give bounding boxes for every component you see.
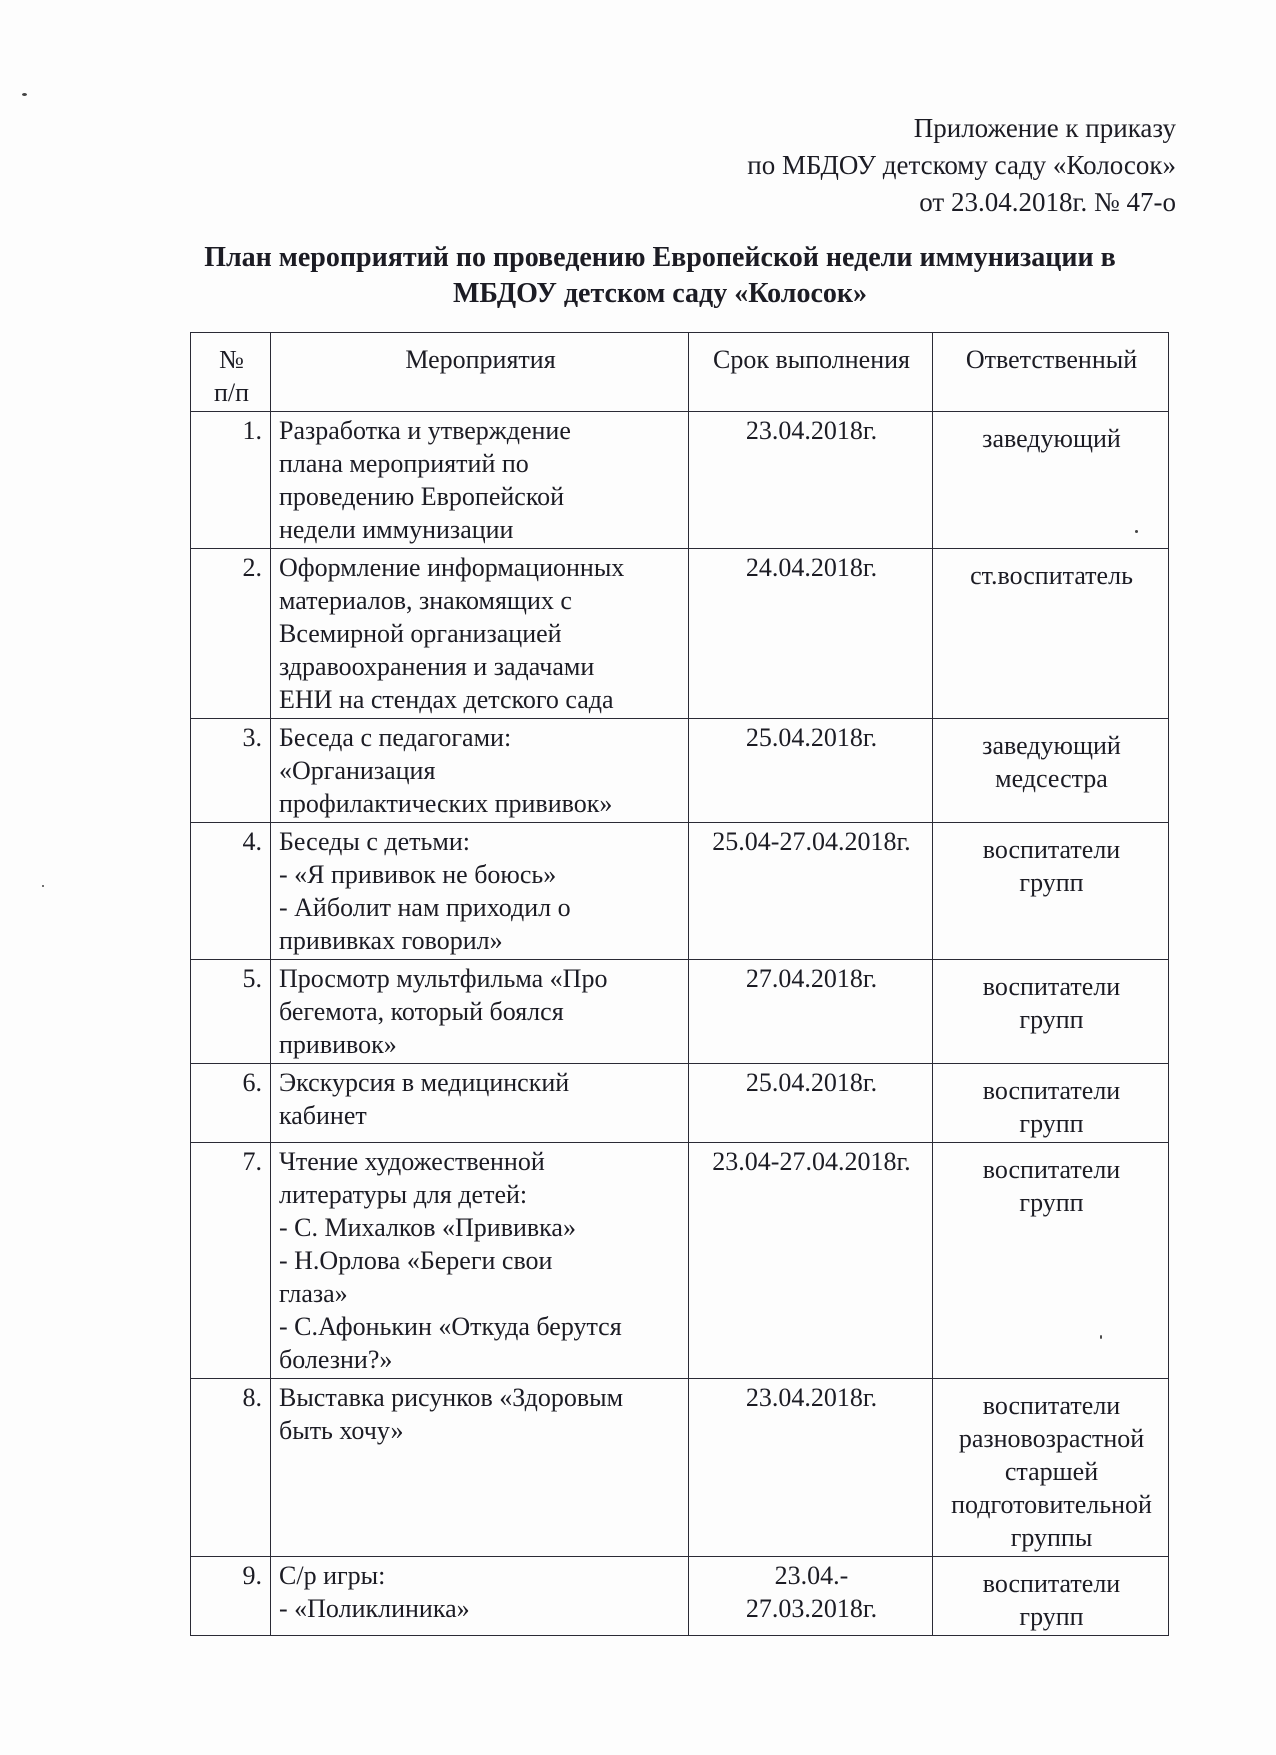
activity-cell-line: Экскурсия в медицинский [279, 1068, 570, 1097]
activity-cell [271, 960, 689, 1064]
activity-cell-line: проведению Европейской [279, 482, 565, 511]
date-cell-line: 25.04-27.04.2018г. [712, 827, 911, 856]
activity-cell-line: Беседы с детьми: [279, 827, 470, 856]
date-cell-line: 25.04.2018г. [745, 723, 878, 752]
responsible-cell-line: медсестра [995, 764, 1108, 793]
date-cell-line: 25.04.2018г. [745, 1068, 878, 1097]
responsible-cell-line: групп [1019, 1109, 1084, 1138]
responsible-cell [933, 412, 1169, 549]
responsible-cell-line: воспитатели [982, 1569, 1121, 1598]
responsible-cell-line: групп [1019, 1005, 1084, 1034]
row-number: 3. [191, 719, 271, 823]
table-body [191, 412, 1169, 1636]
row-number: 1. [191, 412, 271, 549]
date-cell [689, 1557, 933, 1636]
activity-cell-line: Чтение художественной [279, 1147, 545, 1176]
table-header-row [191, 333, 1169, 412]
date-cell [689, 412, 933, 549]
activity-cell-line: Оформление информационных [279, 553, 625, 582]
activity-cell-line: - «Я прививок не боюсь» [279, 860, 557, 889]
activity-cell-line: кабинет [279, 1101, 367, 1130]
responsible-cell [933, 1557, 1169, 1636]
table-row [191, 719, 1169, 823]
date-cell [689, 1379, 933, 1557]
events-plan-table [190, 332, 1169, 1636]
activity-cell-line: недели иммунизации [279, 515, 514, 544]
responsible-cell-line: ст.воспитатель [970, 561, 1133, 590]
activity-cell [271, 823, 689, 960]
table-row [191, 549, 1169, 719]
responsible-cell [933, 823, 1169, 960]
activity-cell [271, 1064, 689, 1143]
activity-cell-line: прививок» [279, 1030, 397, 1059]
activity-cell [271, 1143, 689, 1379]
table-row [191, 823, 1169, 960]
responsible-cell [933, 1143, 1169, 1379]
date-cell [689, 1064, 933, 1143]
activity-cell-line: С/р игры: [279, 1561, 386, 1590]
column-header-responsible: Ответственный [933, 333, 1169, 412]
scan-speck [22, 93, 27, 96]
column-header-activity: Мероприятия [271, 333, 689, 412]
activity-cell-line: Всемирной организацией [279, 619, 562, 648]
table-row [191, 960, 1169, 1064]
row-number: 4. [191, 823, 271, 960]
activity-cell-line: быть хочу» [279, 1416, 404, 1445]
date-cell-line: 23.04.- [774, 1561, 849, 1590]
activity-cell [271, 1379, 689, 1557]
activity-cell-line: литературы для детей: [279, 1180, 528, 1209]
activity-cell-line: - Н.Орлова «Береги свои [279, 1246, 553, 1275]
activity-cell-line: прививках говорил» [279, 926, 503, 955]
date-cell-line: 24.04.2018г. [745, 553, 878, 582]
header-line: по МБДОУ детскому саду «Колосок» [747, 150, 1176, 180]
title-line: План мероприятий по проведению Европейской недели иммунизации в [204, 242, 1116, 273]
table-row [191, 1064, 1169, 1143]
activity-cell-line: «Организация [279, 756, 436, 785]
document-title [150, 240, 1170, 312]
row-number: 6. [191, 1064, 271, 1143]
column-header-date: Срок выполнения [689, 333, 933, 412]
date-cell-line: 23.04.2018г. [745, 1383, 878, 1412]
activity-cell-line: Выставка рисунков «Здоровым [279, 1383, 624, 1412]
date-cell-line: 23.04-27.04.2018г. [712, 1147, 911, 1176]
date-cell-line: 27.03.2018г. [745, 1594, 878, 1623]
responsible-cell [933, 1064, 1169, 1143]
responsible-cell [933, 719, 1169, 823]
activity-cell-line: плана мероприятий по [279, 449, 529, 478]
row-number: 8. [191, 1379, 271, 1557]
row-number: 2. [191, 549, 271, 719]
activity-cell [271, 412, 689, 549]
activity-cell-line: болезни?» [279, 1345, 393, 1374]
responsible-cell [933, 549, 1169, 719]
responsible-cell-line: групп [1019, 868, 1084, 897]
activity-cell-line: материалов, знакомящих с [279, 586, 572, 615]
responsible-cell [933, 1379, 1169, 1557]
activity-cell-line: ЕНИ на стендах детского сада [279, 685, 614, 714]
date-cell-line: 27.04.2018г. [745, 964, 878, 993]
activity-cell-line: глаза» [279, 1279, 348, 1308]
scan-speck [1100, 1335, 1102, 1339]
activity-cell [271, 1557, 689, 1636]
table-row [191, 412, 1169, 549]
activity-cell-line: Беседа с педагогами: [279, 723, 512, 752]
responsible-cell-line: воспитатели [982, 1076, 1121, 1105]
activity-cell-line: - С.Афонькин «Откуда берутся [279, 1312, 622, 1341]
responsible-cell-line: воспитатели [982, 972, 1121, 1001]
title-line: МБДОУ детском саду «Колосок» [452, 278, 868, 309]
responsible-cell-line: подготовительной [951, 1490, 1152, 1519]
responsible-cell-line: старшей [1004, 1457, 1099, 1486]
responsible-cell-line: разновозрастной [958, 1424, 1145, 1453]
activity-cell [271, 719, 689, 823]
table-row [191, 1379, 1169, 1557]
activity-cell-line: здравоохранения и задачами [279, 652, 595, 681]
date-cell [689, 1143, 933, 1379]
responsible-cell-line: воспитатели [982, 835, 1121, 864]
responsible-cell-line: групп [1019, 1188, 1084, 1217]
date-cell [689, 549, 933, 719]
date-cell-line: 23.04.2018г. [745, 416, 878, 445]
activity-cell [271, 549, 689, 719]
responsible-cell-line: заведующий [982, 731, 1121, 760]
activity-cell-line: Разработка и утверждение [279, 416, 571, 445]
responsible-cell-line: воспитатели [982, 1391, 1121, 1420]
row-number: 5. [191, 960, 271, 1064]
scan-speck [1135, 530, 1138, 533]
table-row [191, 1143, 1169, 1379]
date-cell [689, 960, 933, 1064]
header-line: от 23.04.2018г. № 47-о [919, 187, 1176, 217]
row-number: 9. [191, 1557, 271, 1636]
responsible-cell [933, 960, 1169, 1064]
activity-cell-line: - «Поликлиника» [279, 1594, 470, 1623]
date-cell [689, 823, 933, 960]
activity-cell-line: бегемота, который боялся [279, 997, 564, 1026]
activity-cell-line: - С. Михалков «Прививка» [279, 1213, 576, 1242]
table-row [191, 1557, 1169, 1636]
responsible-cell-line: воспитатели [982, 1155, 1121, 1184]
date-cell [689, 719, 933, 823]
order-appendix-header [747, 110, 1176, 221]
header-line: Приложение к приказу [913, 113, 1176, 143]
activity-cell-line: Просмотр мультфильма «Про [279, 964, 608, 993]
activity-cell-line: профилактических прививок» [279, 789, 613, 818]
scan-speck [42, 885, 44, 887]
responsible-cell-line: заведующий [982, 424, 1121, 453]
row-number: 7. [191, 1143, 271, 1379]
activity-cell-line: - Айболит нам приходил о [279, 893, 571, 922]
responsible-cell-line: групп [1019, 1602, 1084, 1631]
column-header-number: № п/п [191, 333, 271, 412]
responsible-cell-line: группы [1010, 1523, 1093, 1552]
